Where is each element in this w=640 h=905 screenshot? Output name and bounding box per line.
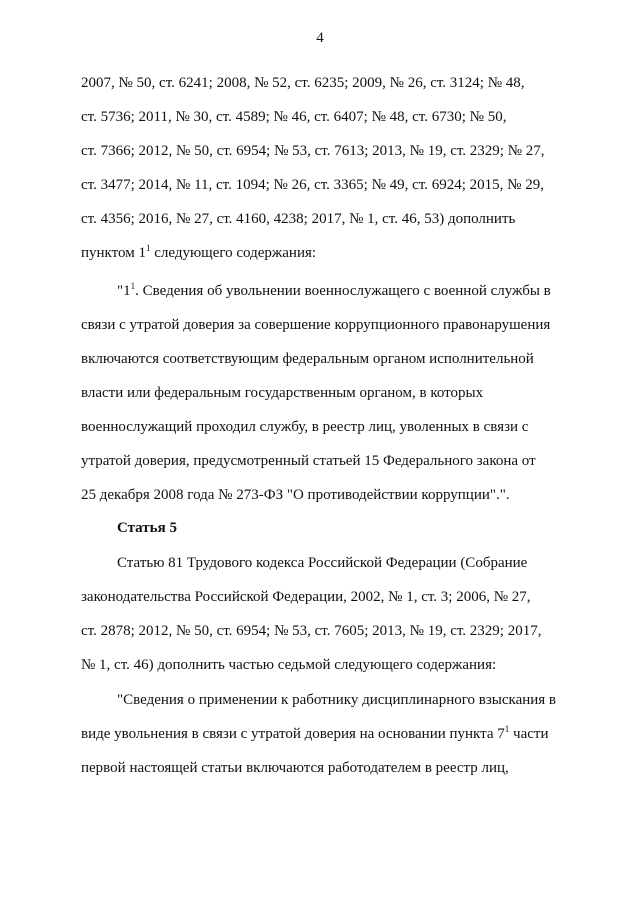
text-line: первой настоящей статьи включаются работодателем в реестр лиц, xyxy=(81,760,509,776)
text-line: № 1, ст. 46) дополнить частью седьмой следующего содержания: xyxy=(81,657,497,673)
text-line: Статью 81 Трудового кодекса Российской Федерации (Собрание xyxy=(117,555,528,571)
text-line: утратой доверия, предусмотренный статьей 15 Федерального закона от xyxy=(81,453,536,469)
text-fragment: пунктом 1 xyxy=(81,245,146,261)
text-line: ст. 4356; 2016, № 27, ст. 4160, 4238; 2017, № 1, ст. 46, 53) дополнить xyxy=(81,211,516,227)
superscript: 1 xyxy=(130,281,136,291)
text-line xyxy=(81,725,561,743)
text-line: "Сведения о применении к работнику дисциплинарного взыскания в xyxy=(117,692,557,708)
text-line: ст. 7366; 2012, № 50, ст. 6954; № 53, ст. 7613; 2013, № 19, ст. 2329; № 27, xyxy=(81,143,545,159)
article-heading: Статья 5 xyxy=(117,520,177,536)
superscript: 1 xyxy=(504,724,510,734)
text-line: военнослужащий проходил службу, в реестр лиц, уволенных в связи с xyxy=(81,419,529,435)
text-fragment: следующего содержания: xyxy=(150,245,317,261)
text-fragment: "1 xyxy=(117,283,131,299)
text-line: ст. 2878; 2012, № 50, ст. 6954; № 53, ст. 7605; 2013, № 19, ст. 2329; 2017, xyxy=(81,623,542,639)
superscript: 1 xyxy=(145,243,151,253)
text-fragment: части xyxy=(509,726,549,742)
page-number: 4 xyxy=(316,30,324,46)
text-fragment: . Сведения об увольнении военнослужащего с военной службы в xyxy=(135,283,551,299)
text-line xyxy=(81,244,561,262)
text-fragment: виде увольнения в связи с утратой доверия на основании пункта 7 xyxy=(81,726,505,742)
text-line: включаются соответствующим федеральным органом исполнительной xyxy=(81,351,534,367)
text-line: ст. 3477; 2014, № 11, ст. 1094; № 26, ст. 3365; № 49, ст. 6924; 2015, № 29, xyxy=(81,177,544,193)
text-line: 25 декабря 2008 года № 273-ФЗ "О противодействии коррупции".". xyxy=(81,487,510,503)
text-line xyxy=(117,282,561,300)
text-line: связи с утратой доверия за совершение коррупционного правонарушения xyxy=(81,317,551,333)
text-line: власти или федеральным государственным органом, в которых xyxy=(81,385,484,401)
text-line: ст. 5736; 2011, № 30, ст. 4589; № 46, ст. 6407; № 48, ст. 6730; № 50, xyxy=(81,109,507,125)
text-line: 2007, № 50, ст. 6241; 2008, № 52, ст. 6235; 2009, № 26, ст. 3124; № 48, xyxy=(81,75,525,91)
text-line: законодательства Российской Федерации, 2002, № 1, ст. 3; 2006, № 27, xyxy=(81,589,531,605)
